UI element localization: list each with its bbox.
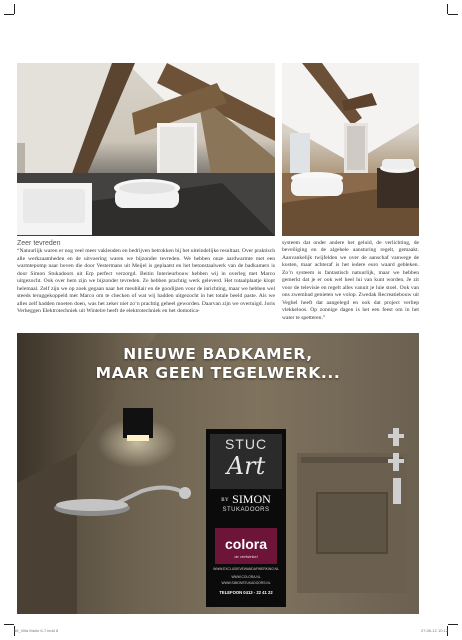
bathroom-photo-illustration bbox=[17, 63, 275, 236]
simon-logo bbox=[206, 492, 286, 507]
crop-mark bbox=[4, 624, 14, 625]
logo-colora-text: colora bbox=[224, 536, 267, 552]
logo-by-text: BY bbox=[221, 497, 230, 503]
article-column-right bbox=[282, 240, 419, 322]
logo-art-text: Art bbox=[226, 452, 266, 480]
logo-simon-text: SIMON bbox=[232, 492, 271, 506]
bathroom-photo-illustration bbox=[282, 63, 419, 236]
bathroom-photo-left bbox=[17, 63, 275, 236]
article-column-left bbox=[17, 240, 275, 316]
colora-logo bbox=[215, 528, 277, 564]
ad-url-2: WWW.COLORA.NL bbox=[231, 575, 261, 579]
ad-url-1: WWW.EXCLUSIEVEWANDAFWERKING.NL bbox=[213, 567, 279, 571]
stuc-art-logo bbox=[210, 434, 282, 489]
print-slug-date: 27-06-12 10:12 bbox=[420, 628, 448, 633]
print-slug bbox=[0, 626, 462, 636]
crop-mark bbox=[4, 14, 14, 15]
article-text-left: “Natuurlijk waren er nog veel meer vakleuden en bedrijven betrokken bij het uiteindelijke resultaat. Over praktisch alle werkzaamheden en de uitvoering waren we bijzonder tevreden. We hebben onze aardwarmte met een warmtepomp naar boven die door Vestermans uit Meijel is geplaatst en het betonstaalwerk van de badkamers is door Simon Stukadoors uit Erp perfect verzorgd. Beitin Interieurbouw hebben wij in overleg met Marco uitgezocht. Ook over hem zijn we bijzonder tevreden. Ze hebben prachtig werk geleverd. Het totaalplaatje klopt helemaal. Zelf zijn we op zoek gegaan naar het meubilair en de goodijzen voor de inrichting, maar we hebben wel steeds teruggekoppeld met Marco om te checken of wat wij hadden uitgezocht in het totale beeld paste. Als we alles zelf hadden moeten doen, was het zeker niet zo’n prachtig geheel geworden. Daarvan zijn we overtuigd. Joris Verheggen Elektrotechniek uit Wintelre heeft de elektrotechniek en het domotica- bbox=[17, 248, 275, 315]
ad-headline-line-2: MAAR GEEN TEGELWERK... bbox=[95, 364, 341, 382]
article-heading: Zeer tevreden bbox=[17, 240, 61, 247]
logo-stukadoors-text: STUKADOORS bbox=[222, 507, 270, 513]
article-text-right: systeem dat onder andere het geluid, de verlichting, de beveiliging en de algehele aansturing regelt, gemaakt. Aanvankelijk twijfelden we over de aanschaf vanwege de kosten, maar achteraf is het iedere euro waard gebleken. Zo’n systeem is fantastisch natuurlijk, maar we hebben gemerkt dat je er ook wel heel lui van kunt worden. Je zit voor de televisie en regelt alles vanuit je luie stoel. Ook van ons zwembad genieten we volop. Zwedak Recreatiebouw uit Veghel heeft dat aangelegd en ook dat project verliep vlekkeloos. Op zonnige dagen is het een feest om in het water te spetteren.” bbox=[282, 240, 419, 321]
crop-mark bbox=[448, 624, 458, 625]
ad-url-3: WWW.SIMONSTUKADOORS.NL bbox=[221, 581, 271, 585]
ad-brand-panel bbox=[206, 429, 286, 607]
print-slug-file: 56_Villa Marlo 6-7.indd 8 bbox=[14, 628, 59, 633]
logo-colora-subtitle: de verfwinkel bbox=[234, 554, 258, 559]
crop-mark bbox=[14, 4, 15, 14]
logo-stuc-text: STUC bbox=[224, 436, 268, 452]
crop-mark bbox=[447, 4, 448, 14]
ad-headline-line-1: NIEUWE BADKAMER, bbox=[123, 345, 313, 363]
bathroom-photo-right bbox=[282, 63, 419, 236]
stuc-art-advertisement bbox=[17, 333, 419, 614]
ad-phone: TELEFOON 0413 - 22 41 22 bbox=[219, 590, 273, 595]
crop-mark bbox=[448, 14, 458, 15]
